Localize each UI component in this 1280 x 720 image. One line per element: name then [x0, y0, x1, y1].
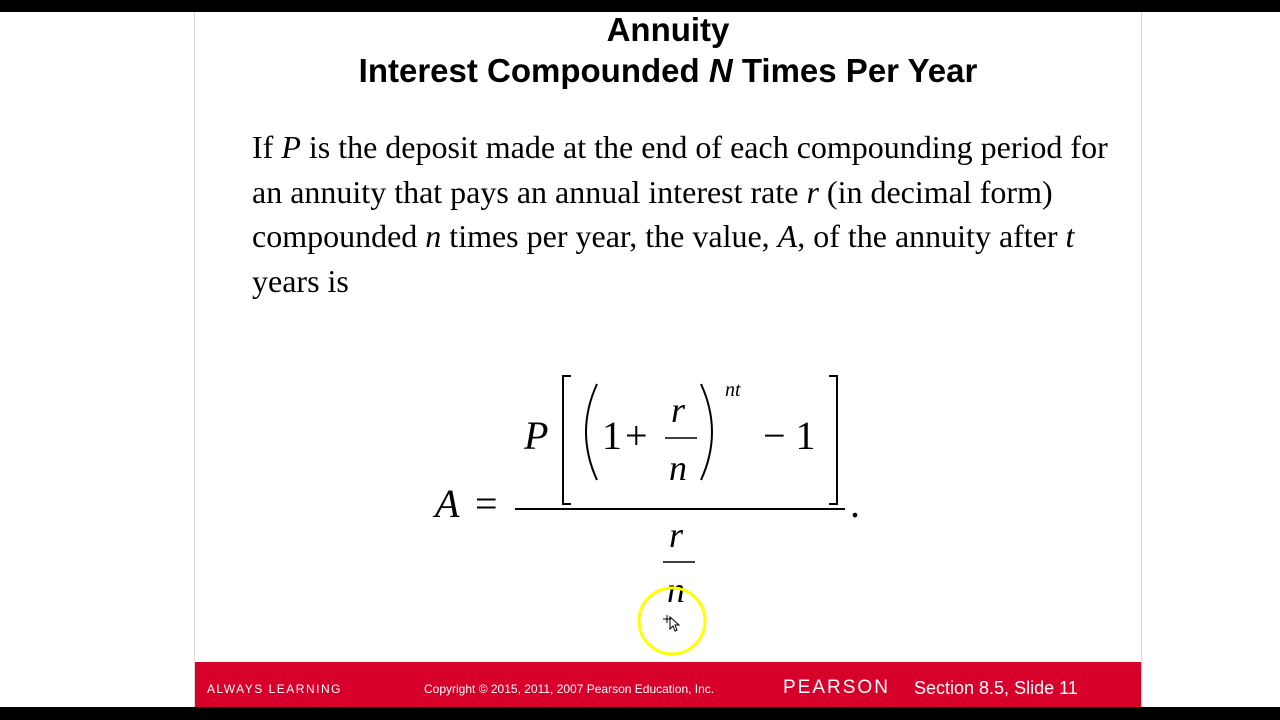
body-text-segment: years is: [252, 262, 349, 299]
formula-period: .: [850, 481, 860, 526]
formula-equals: =: [475, 481, 498, 526]
formula-inner-n: n: [669, 448, 687, 488]
formula-lhs-A: A: [435, 481, 460, 526]
annuity-formula: [425, 352, 885, 612]
section-slide-label: Section 8.5, Slide 11: [914, 678, 1078, 698]
formula-denominator-n: n: [667, 570, 685, 610]
mouse-cursor-highlight-icon: [636, 585, 708, 657]
formula-numerator-P: P: [524, 413, 549, 458]
body-variable: r: [806, 173, 819, 210]
body-text-segment: , of the annuity after: [797, 218, 1066, 254]
body-text-segment: If: [252, 129, 282, 165]
title-line-2-part-c: Times Per Year: [732, 52, 978, 89]
slide-title: [195, 12, 1141, 93]
formula-plus: +: [625, 413, 648, 458]
formula-left-bracket: [563, 376, 571, 504]
slide-footer: [195, 662, 1141, 707]
formula-exponent-nt: nt: [725, 379, 741, 401]
title-line-2-variable: N: [708, 52, 733, 89]
formula-inner-r: r: [671, 390, 686, 430]
pearson-logo-text: PEARSON: [783, 677, 890, 698]
formula-denominator-r: r: [669, 515, 684, 555]
letterbox-bottom: [0, 707, 1280, 720]
body-text-segment: (in decimal form) compounded: [252, 173, 1053, 254]
body-text-segment: times per year, the value,: [441, 218, 778, 254]
body-variable: t: [1065, 218, 1075, 254]
title-line-2-part-a: Interest Compounded: [358, 52, 709, 89]
body-variable: n: [425, 218, 442, 254]
always-learning-tagline: ALWAYS LEARNING: [207, 682, 342, 696]
formula-one: 1: [602, 413, 622, 458]
title-line-2: [195, 48, 1141, 93]
copyright-text: Copyright © 2015, 2011, 2007 Pearson Education, Inc.: [424, 682, 715, 696]
formula-left-paren: [586, 384, 597, 480]
body-variable: P: [281, 129, 301, 165]
title-line-1: Annuity: [606, 11, 730, 48]
formula-minus-one: − 1: [763, 413, 816, 458]
body-text-segment: is the deposit made at the end of each compounding period for an annuity that pays an annual interest rate: [252, 129, 1108, 210]
slide-body-text: [252, 125, 1112, 303]
body-variable: A: [777, 218, 798, 254]
formula-right-paren: [701, 384, 712, 480]
formula-right-bracket: [829, 376, 837, 504]
